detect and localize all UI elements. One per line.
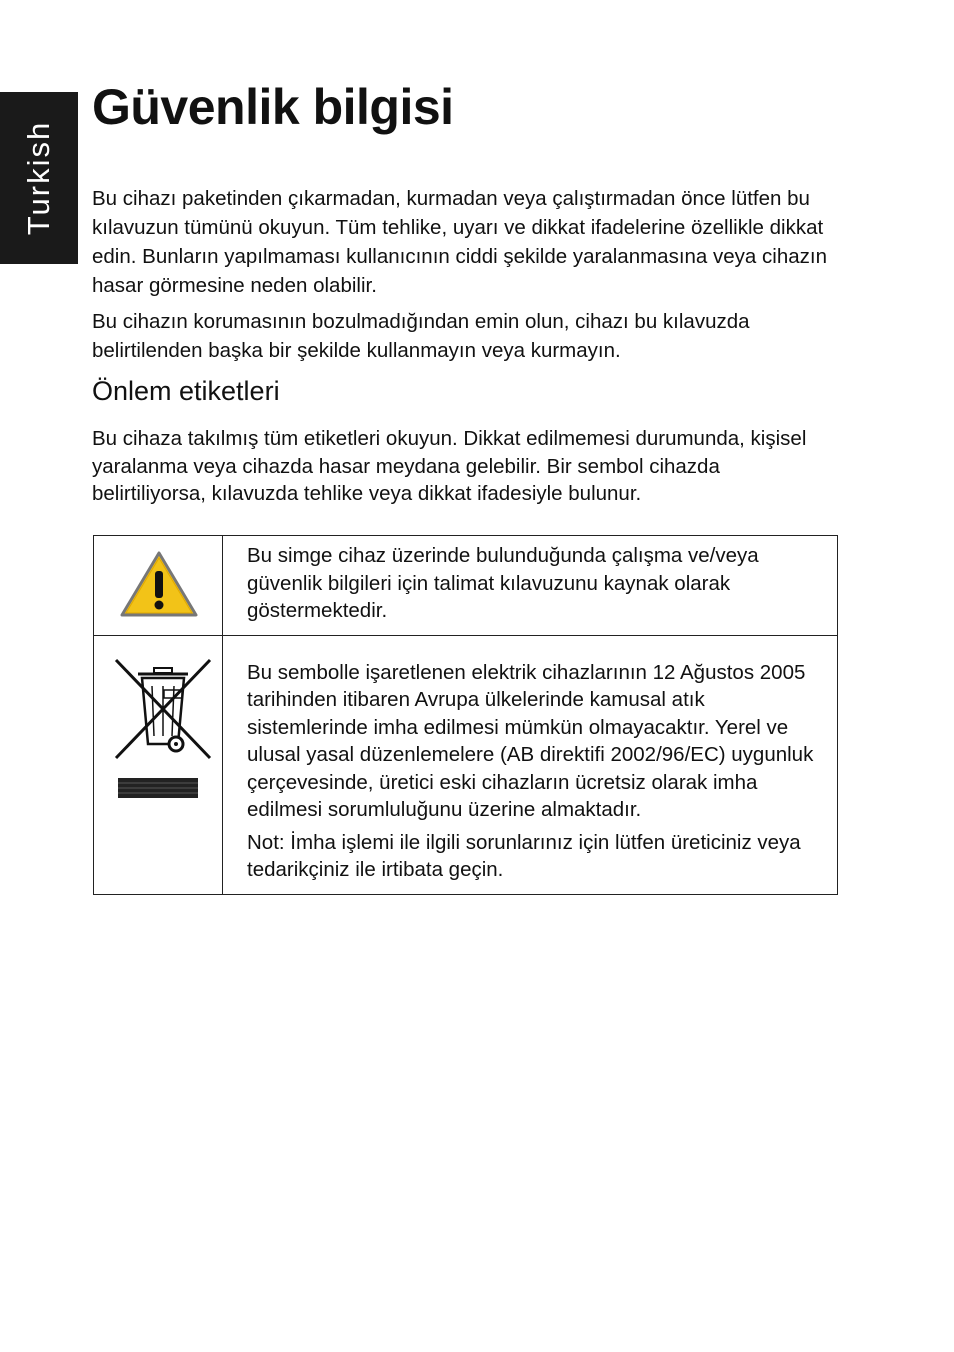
crossed-out-wheelie-bin-icon	[112, 656, 216, 806]
language-tab-label: Turkish	[21, 120, 56, 236]
intro-paragraph: Bu cihazı paketinden çıkarmadan, kurmadan veya çalıştırmadan önce lütfen bu kılavuzun tümünü okuyun. Tüm tehlike, uyarı ve dikkat ifadelerine özellikle dikkat edin. Bunların yapılmaması kullanıcının ciddi şekilde yaralanmasına veya cihazın hasar görmesine neden olabilir.	[92, 187, 827, 297]
table-row	[94, 635, 838, 894]
disposal-note: Not: İmha işlemi ile ilgili sorunlarınız için lütfen üreticiniz veya tedarikçiniz ile irtibata geçin.	[247, 830, 801, 881]
symbol-description	[223, 635, 838, 894]
icon-cell	[94, 536, 223, 636]
language-side-tab	[0, 92, 78, 264]
symbol-description-text: Bu sembolle işaretlenen elektrik cihazlarının 12 Ağustos 2005 tarihinden itibaren Avrupa ülkelerinde kamusal atık sistemlerinde imha edilmesi mümkün olmayacaktır. Yerel ve ulusal yasal düzenlemelere (AB direktifi 2002/96/EC) uygunluk çerçevesinde, üretici eski cihazların ücretsiz olarak imha edilmesi sorumluluğunu üzerine almaktadır.	[247, 660, 814, 821]
section-heading: Önlem etiketleri	[92, 376, 280, 406]
page-title: Güvenlik bilgisi	[92, 79, 454, 135]
intro-paragraph: Bu cihazın korumasının bozulmadığından emin olun, cihazı bu kılavuzda belirtilenden başka bir şekilde kullanmayın veya kurmayın.	[92, 310, 750, 362]
warning-triangle-icon	[116, 547, 202, 621]
symbol-description-text: Bu simge cihaz üzerinde bulunduğunda çalışma ve/veya güvenlik bilgileri için talimat kılavuzunu kaynak olarak göstermektedir.	[247, 544, 759, 622]
table-row	[94, 536, 838, 636]
section-paragraph: Bu cihaza takılmış tüm etiketleri okuyun. Dikkat edilmemesi durumunda, kişisel yaralanma veya cihazda hasar meydana gelebilir. Bir sembol cihazda belirtiliyorsa, kılavuzda tehlike veya dikkat ifadesiyle bulunur.	[92, 427, 807, 505]
symbol-table	[93, 535, 838, 895]
icon-cell	[94, 635, 223, 894]
symbol-description	[223, 536, 838, 636]
